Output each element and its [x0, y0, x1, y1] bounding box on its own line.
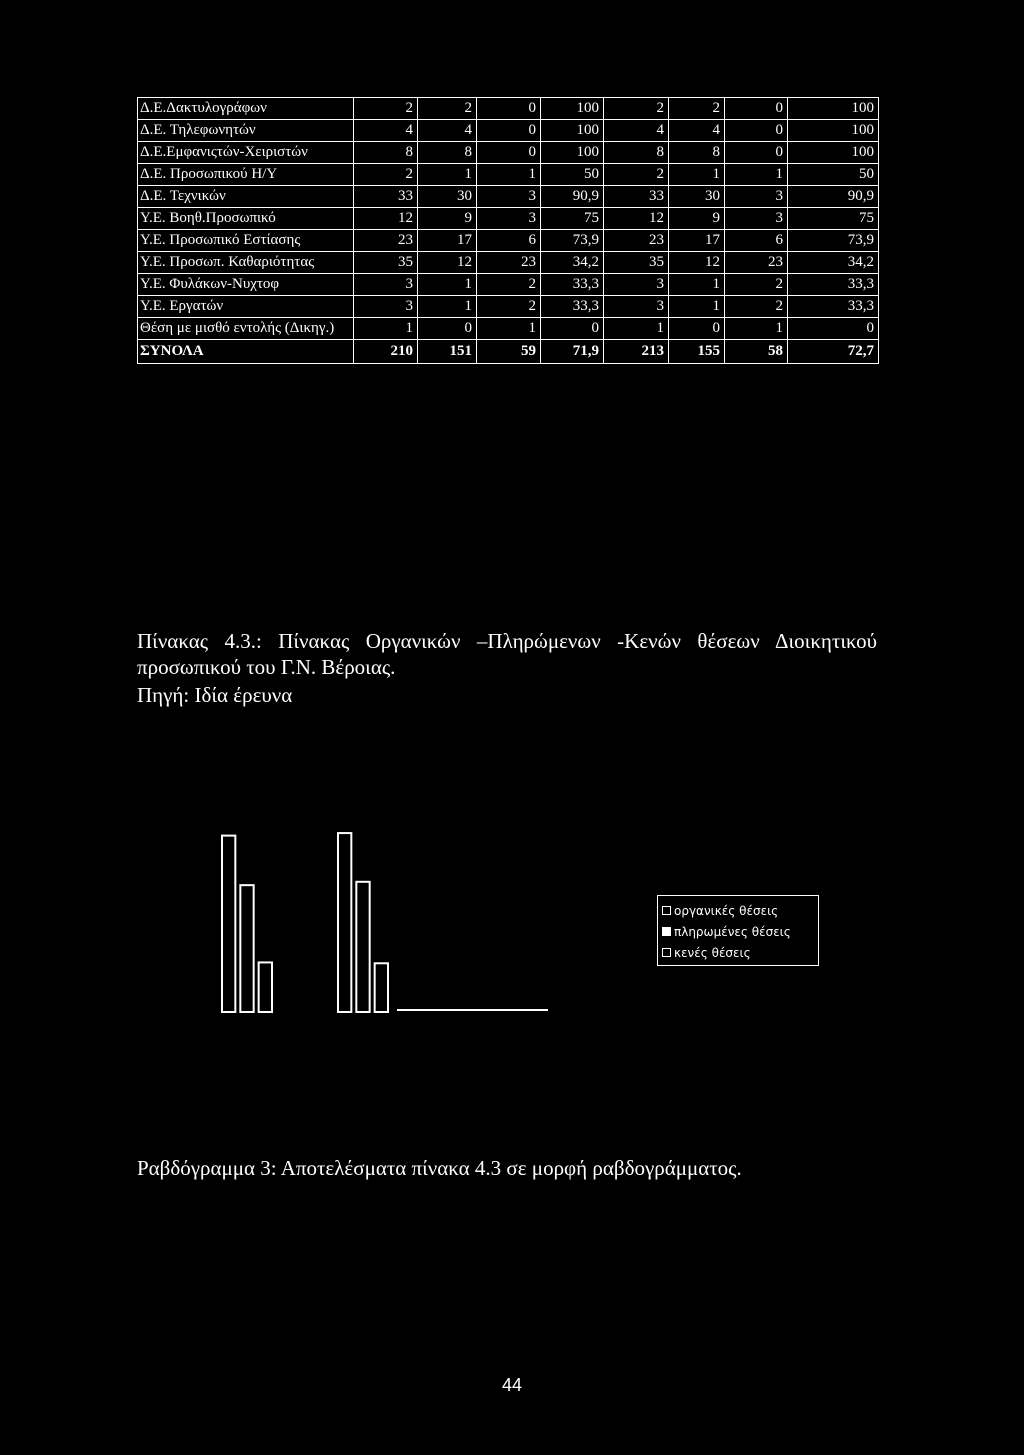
table-cell: 12: [354, 208, 418, 230]
table-cell: 72,7: [788, 340, 879, 364]
table-cell: 33,3: [541, 296, 604, 318]
table-cell: 2: [477, 274, 541, 296]
table-cell: 33: [354, 186, 418, 208]
table-cell: 34,2: [541, 252, 604, 274]
table-cell: 35: [604, 252, 669, 274]
source-line: Πηγή: Ιδία έρευνα: [137, 683, 293, 707]
table-cell: 0: [418, 318, 477, 340]
table-cell: 1: [725, 318, 788, 340]
table-cell: 17: [418, 230, 477, 252]
table-cell: 9: [418, 208, 477, 230]
bar-paid-1: [356, 882, 369, 1012]
table-cell: 8: [418, 142, 477, 164]
row-label: Υ.Ε. Βοηθ.Προσωπικό: [138, 208, 354, 230]
table-cell: 0: [725, 120, 788, 142]
table-cell: 30: [669, 186, 725, 208]
table-cell: 0: [477, 142, 541, 164]
table-cell: 59: [477, 340, 541, 364]
legend-swatch-paid: [662, 927, 671, 936]
table-cell: 1: [418, 274, 477, 296]
bar-organic-1: [338, 833, 351, 1012]
table-cell: 3: [604, 296, 669, 318]
table-cell: 155: [669, 340, 725, 364]
row-label: Δ.Ε. Τεχνικών: [138, 186, 354, 208]
table-cell: 4: [669, 120, 725, 142]
table-cell: 0: [788, 318, 879, 340]
legend-label: πληρωμένες θέσεις: [674, 924, 791, 939]
table-cell: 8: [669, 142, 725, 164]
table-cell: 1: [354, 318, 418, 340]
table-cell: 100: [788, 98, 879, 120]
legend-swatch-vacant: [662, 948, 671, 957]
table-cell: 33,3: [788, 274, 879, 296]
table-cell: 33,3: [541, 274, 604, 296]
table-cell: 6: [725, 230, 788, 252]
table-cell: 50: [541, 164, 604, 186]
table-cell: 4: [604, 120, 669, 142]
table-cell: 2: [725, 274, 788, 296]
table-cell: 213: [604, 340, 669, 364]
table-cell: 0: [669, 318, 725, 340]
table-cell: 2: [725, 296, 788, 318]
bars-group: [222, 833, 388, 1012]
bar-paid-0: [240, 885, 253, 1012]
legend-swatch-organic: [662, 906, 671, 915]
bar-vacant-1: [375, 963, 388, 1012]
row-label: ΣΥΝΟΛΑ: [138, 340, 354, 364]
table-cell: 23: [604, 230, 669, 252]
legend-item: [662, 900, 814, 921]
table-cell: 0: [725, 98, 788, 120]
table-cell: 1: [669, 274, 725, 296]
table-cell: 1: [418, 164, 477, 186]
table-cell: 100: [788, 120, 879, 142]
table-cell: 2: [354, 164, 418, 186]
bar-organic-0: [222, 836, 235, 1012]
page-number: 44: [501, 1375, 523, 1395]
table-cell: 58: [725, 340, 788, 364]
table-cell: 75: [788, 208, 879, 230]
table-cell: 100: [788, 142, 879, 164]
table-cell: 4: [354, 120, 418, 142]
chart-legend: [657, 895, 819, 966]
table-cell: 3: [477, 208, 541, 230]
table-cell: 210: [354, 340, 418, 364]
table-cell: 0: [477, 120, 541, 142]
table-cell: 3: [725, 186, 788, 208]
legend-label: κενές θέσεις: [674, 945, 751, 960]
table-cell: 2: [477, 296, 541, 318]
row-label: Δ.Ε.Εμφανιςτών-Χειριστών: [138, 142, 354, 164]
table-cell: 3: [725, 208, 788, 230]
table-cell: 3: [354, 296, 418, 318]
row-label: Δ.Ε.Δακτυλογράφων: [138, 98, 354, 120]
table-cell: 12: [418, 252, 477, 274]
row-label: Υ.Ε. Εργατών: [138, 296, 354, 318]
chart-caption: Ραβδόγραμμα 3: Αποτελέσματα πίνακα 4.3 σε μορφή ραβδογράμματος.: [137, 1156, 742, 1180]
legend-item: [662, 921, 814, 942]
row-label: Υ.Ε. Προσωπ. Καθαριότητας: [138, 252, 354, 274]
table-cell: 100: [541, 98, 604, 120]
table-cell: 33: [604, 186, 669, 208]
table-cell: 1: [725, 164, 788, 186]
table-cell: 12: [669, 252, 725, 274]
table-cell: 12: [604, 208, 669, 230]
table-cell: 17: [669, 230, 725, 252]
table-cell: 9: [669, 208, 725, 230]
table-cell: 75: [541, 208, 604, 230]
table-cell: 1: [604, 318, 669, 340]
legend-item: [662, 942, 814, 963]
table-cell: 35: [354, 252, 418, 274]
table-cell: 73,9: [788, 230, 879, 252]
table-cell: 6: [477, 230, 541, 252]
table-cell: 2: [604, 98, 669, 120]
table-cell: 2: [669, 98, 725, 120]
table-cell: 33,3: [788, 296, 879, 318]
table-cell: 3: [477, 186, 541, 208]
table-cell: 4: [418, 120, 477, 142]
table-cell: 2: [604, 164, 669, 186]
bar-vacant-0: [259, 962, 272, 1012]
table-cell: 100: [541, 142, 604, 164]
table-cell: 8: [604, 142, 669, 164]
table-cell: 1: [477, 318, 541, 340]
table-cell: 90,9: [788, 186, 879, 208]
table-cell: 2: [354, 98, 418, 120]
table-cell: 71,9: [541, 340, 604, 364]
table-cell: 8: [354, 142, 418, 164]
row-label: Δ.Ε. Προσωπικού Η/Υ: [138, 164, 354, 186]
table-cell: 0: [541, 318, 604, 340]
table-cell: 30: [418, 186, 477, 208]
table-cell: 1: [477, 164, 541, 186]
table-cell: 73,9: [541, 230, 604, 252]
table-cell: 151: [418, 340, 477, 364]
table-cell: 0: [477, 98, 541, 120]
table-cell: 23: [354, 230, 418, 252]
table-cell: 23: [477, 252, 541, 274]
table-cell: 34,2: [788, 252, 879, 274]
row-label: Υ.Ε. Προσωπικό Εστίασης: [138, 230, 354, 252]
table-cell: 90,9: [541, 186, 604, 208]
table-cell: 50: [788, 164, 879, 186]
table-caption: Πίνακας 4.3.: Πίνακας Οργανικών –Πληρώμενων -Κενών θέσεων Διοικητικού προσωπικού του Γ.Ν. Βέροιας.: [137, 629, 877, 679]
row-label: Θέση με μισθό εντολής (Δικηγ.): [138, 318, 354, 340]
row-label: Υ.Ε. Φυλάκων-Νυχτοφ: [138, 274, 354, 296]
table-cell: 2: [418, 98, 477, 120]
table-cell: 3: [354, 274, 418, 296]
legend-label: οργανικές θέσεις: [674, 903, 779, 918]
table-cell: 1: [418, 296, 477, 318]
row-label: Δ.Ε. Τηλεφωνητών: [138, 120, 354, 142]
table-cell: 100: [541, 120, 604, 142]
table-cell: 0: [725, 142, 788, 164]
table-cell: 1: [669, 164, 725, 186]
table-cell: 1: [669, 296, 725, 318]
table-cell: 23: [725, 252, 788, 274]
table-cell: 3: [604, 274, 669, 296]
